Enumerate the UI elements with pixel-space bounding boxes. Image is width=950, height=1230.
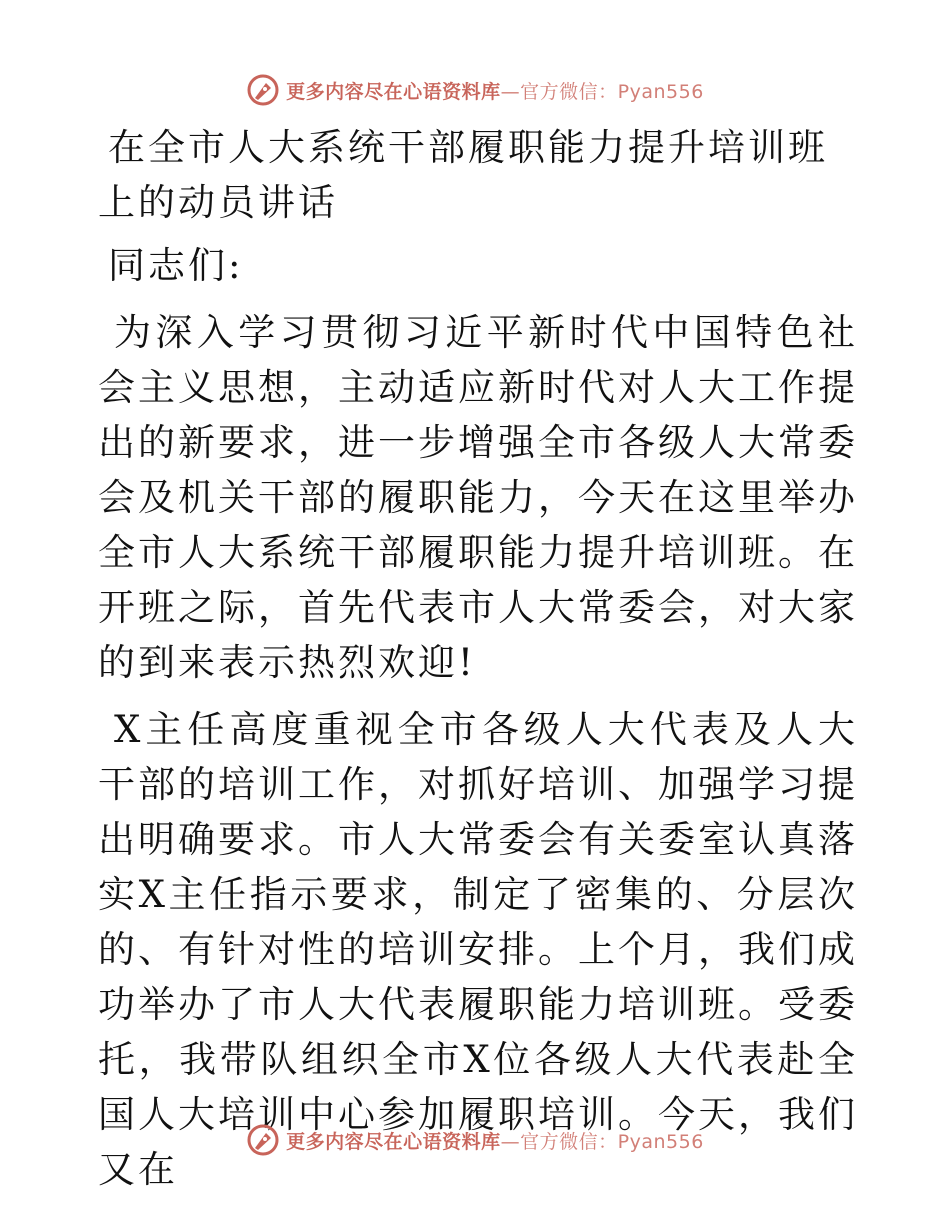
banner-sub-text: —官方微信：Pyan556 xyxy=(500,1130,704,1153)
banner-main-text: 更多内容尽在心语资料库 xyxy=(286,1130,501,1153)
header-banner xyxy=(0,70,950,110)
document-body xyxy=(98,120,858,1209)
document-title: 在全市人大系统干部履职能力提升培训班上的动员讲话 xyxy=(98,126,828,224)
banner-text xyxy=(286,1127,704,1154)
pen-nib-logo-icon xyxy=(246,73,280,107)
footer-banner xyxy=(0,1120,950,1160)
banner-main-text: 更多内容尽在心语资料库 xyxy=(286,80,501,103)
banner-sub-text: —官方微信：Pyan556 xyxy=(500,80,704,103)
greeting: 同志们: xyxy=(108,244,244,287)
pen-nib-logo-icon xyxy=(246,1123,280,1157)
banner-text xyxy=(286,77,704,104)
paragraph-1: 为深入学习贯彻习近平新时代中国特色社会主义思想，主动适应新时代对人大工作提出的新要求，进一步增强全市各级人大常委会及机关干部的履职能力，今天在这里举办全市人大系统干部履职能力提升培训班。在开班之际，首先代表市人大常委会，对大家的到来表示热烈欢迎! xyxy=(98,311,858,684)
paragraph-2: X主任高度重视全市各级人大代表及人大干部的培训工作，对抓好培训、加强学习提出明确要求。市人大常委会有关委室认真落实X主任指示要求，制定了密集的、分层次的、有针对性的培训安排。上个月，我们成功举办了市人大代表履职能力培训班。受委托，我带队组织全市X位各级人大代表赴全国人大培训中心参加履职培训。今天，我们又在 xyxy=(98,708,858,1191)
